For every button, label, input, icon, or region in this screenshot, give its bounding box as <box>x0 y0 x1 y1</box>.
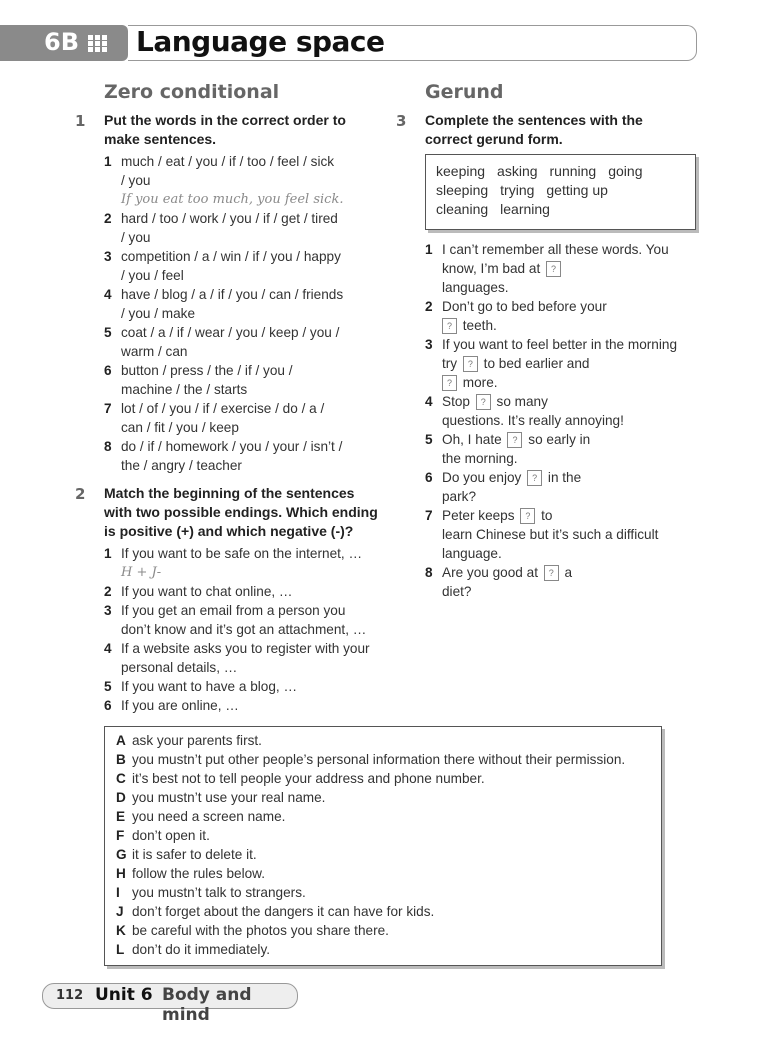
item-number: 7 <box>425 508 433 523</box>
list-item <box>425 468 725 506</box>
item-text: Stop <box>442 394 470 409</box>
item-line: I can’t remember all these words. You <box>442 242 669 257</box>
list-item <box>425 506 725 563</box>
item-line: the / angry / teacher <box>121 458 242 473</box>
word-option: sleeping <box>436 182 489 198</box>
answer-box[interactable]: ? <box>527 470 542 486</box>
item-line: park? <box>442 489 477 504</box>
item-line <box>442 468 725 487</box>
lesson-code: 6B <box>44 28 79 56</box>
ending-letter: I <box>116 885 120 900</box>
item-number: 6 <box>104 363 112 378</box>
item-number: 5 <box>104 679 112 694</box>
item-line: If you want to feel better in the morning <box>442 337 678 352</box>
ending-text: don’t forget about the dangers it can have for kids. <box>132 904 435 919</box>
list-item <box>104 285 394 323</box>
handwritten-answer: If you eat too much, you feel sick. <box>121 192 344 207</box>
item-line: languages. <box>442 280 509 295</box>
item-text: Are you good at <box>442 565 538 580</box>
ending-item <box>116 864 661 883</box>
item-line: diet? <box>442 584 472 599</box>
word-option: running <box>549 163 597 179</box>
list-item <box>104 209 394 247</box>
list-item <box>425 240 725 297</box>
ending-text: it’s best not to tell people your address and phone number. <box>132 771 485 786</box>
ending-letter: H <box>116 866 126 881</box>
item-number: 3 <box>425 337 433 352</box>
item-line: If you want to have a blog, … <box>121 679 298 694</box>
item-number: 4 <box>425 394 433 409</box>
ending-item <box>116 845 661 864</box>
list-item <box>104 437 394 475</box>
item-line: the morning. <box>442 451 518 466</box>
item-line: / you <box>121 230 151 245</box>
ending-item <box>116 826 661 845</box>
list-item <box>425 335 725 392</box>
item-number: 1 <box>425 242 433 257</box>
answer-box[interactable]: ? <box>546 261 561 277</box>
instruction-line: is positive (+) and which negative (-)? <box>104 523 354 539</box>
item-line: personal details, … <box>121 660 238 675</box>
ending-item <box>116 940 661 959</box>
item-text: Oh, I hate <box>442 432 502 447</box>
item-number: 5 <box>425 432 433 447</box>
list-item <box>104 247 394 285</box>
item-line: hard / too / work / you / if / get / tired <box>121 211 338 226</box>
item-line: / you / feel <box>121 268 184 283</box>
instruction-line: correct gerund form. <box>425 131 563 147</box>
item-number: 7 <box>104 401 112 416</box>
exercise-number-3: 3 <box>396 112 407 130</box>
item-number: 3 <box>104 249 112 264</box>
item-line <box>442 259 725 278</box>
item-text: to <box>541 508 553 523</box>
unit-title: Body and mind <box>162 985 252 1025</box>
ending-item <box>116 902 661 921</box>
item-line: If you are online, … <box>121 698 239 713</box>
exercise-3-list <box>425 240 725 601</box>
exercise-number-2: 2 <box>75 485 86 503</box>
exercise-1-instruction <box>104 111 346 149</box>
item-line <box>442 373 725 392</box>
handwritten-answer: H + J- <box>121 565 162 580</box>
item-number: 8 <box>425 565 433 580</box>
item-text: in the <box>547 470 582 485</box>
item-number: 4 <box>104 287 112 302</box>
ending-letter: A <box>116 733 126 748</box>
answer-box[interactable]: ? <box>476 394 491 410</box>
ending-text: you mustn’t put other people’s personal information there without their permission. <box>132 752 626 767</box>
answer-box[interactable]: ? <box>442 375 457 391</box>
ending-text: follow the rules below. <box>132 866 265 881</box>
ending-text: you need a screen name. <box>132 809 286 824</box>
item-number: 4 <box>104 641 112 656</box>
item-text: so many <box>496 394 548 409</box>
ending-item <box>116 788 661 807</box>
instruction-line: Complete the sentences with the <box>425 112 643 128</box>
unit-label: Unit 6 <box>95 985 153 1005</box>
ending-letter: J <box>116 904 124 919</box>
item-line: much / eat / you / if / too / feel / sick <box>121 154 335 169</box>
item-line: If you want to chat online, … <box>121 584 293 599</box>
item-line: competition / a / win / if / you / happy <box>121 249 341 264</box>
word-option: going <box>608 163 643 179</box>
answer-box[interactable]: ? <box>507 432 522 448</box>
ending-letter: F <box>116 828 125 843</box>
ending-letter: L <box>116 942 125 957</box>
item-line: do / if / homework / you / your / isn’t / <box>121 439 343 454</box>
page-number: 112 <box>56 988 84 1003</box>
item-text: teeth. <box>462 318 497 333</box>
item-line: don’t know and it’s got an attachment, … <box>121 622 367 637</box>
item-line: Don’t go to bed before your <box>442 299 607 314</box>
exercise-1-list <box>104 152 394 475</box>
header-tab <box>0 25 128 61</box>
answer-box[interactable]: ? <box>442 318 457 334</box>
ending-item <box>116 807 661 826</box>
page-header <box>0 25 698 61</box>
word-option: cleaning <box>436 201 489 217</box>
word-option: trying <box>500 182 535 198</box>
item-line: If a website asks you to register with your <box>121 641 370 656</box>
answer-box[interactable]: ? <box>520 508 535 524</box>
word-row <box>436 182 620 198</box>
word-option: learning <box>500 201 550 217</box>
item-line <box>442 392 725 411</box>
word-row <box>436 201 562 217</box>
page-footer <box>42 983 298 1025</box>
exercise-2-instruction <box>104 484 378 541</box>
ending-text: it is safer to delete it. <box>132 847 257 862</box>
list-item <box>104 323 394 361</box>
list-item <box>104 677 404 696</box>
ending-text: you mustn’t talk to strangers. <box>132 885 306 900</box>
ending-letter: D <box>116 790 126 805</box>
list-item <box>104 152 394 209</box>
section-title-zero-conditional: Zero conditional <box>104 81 280 103</box>
item-text: know, I’m bad at <box>442 261 541 276</box>
item-number: 6 <box>425 470 433 485</box>
list-item <box>104 399 394 437</box>
grid-icon-lines <box>88 35 107 52</box>
item-number: 2 <box>104 584 112 599</box>
list-item <box>425 392 725 430</box>
item-line: machine / the / starts <box>121 382 248 397</box>
item-text: Peter keeps <box>442 508 515 523</box>
endings-list <box>105 727 661 959</box>
list-item <box>104 544 404 582</box>
list-item <box>425 297 725 335</box>
item-line: button / press / the / if / you / <box>121 363 293 378</box>
exercise-3-instruction <box>425 111 643 149</box>
item-line: have / blog / a / if / you / can / friends <box>121 287 344 302</box>
item-number: 1 <box>104 546 112 561</box>
item-number: 6 <box>104 698 112 713</box>
list-item <box>104 361 394 399</box>
item-line: / you / make <box>121 306 196 321</box>
item-line: coat / a / if / wear / you / keep / you / <box>121 325 340 340</box>
item-text: a <box>564 565 573 580</box>
item-line: questions. It’s really annoying! <box>442 413 624 428</box>
item-text: to bed earlier and <box>483 356 590 371</box>
ending-text: be careful with the photos you share there. <box>132 923 389 938</box>
item-line: If you want to be safe on the internet, … <box>121 546 363 561</box>
word-box <box>425 154 696 230</box>
item-number: 3 <box>104 603 112 618</box>
answer-box[interactable]: ? <box>544 565 559 581</box>
exercise-2-list <box>104 544 404 715</box>
ending-text: don’t open it. <box>132 828 210 843</box>
ending-letter: G <box>116 847 127 862</box>
instruction-line: make sentences. <box>104 131 217 147</box>
ending-item <box>116 769 661 788</box>
ending-item <box>116 921 661 940</box>
answer-box[interactable]: ? <box>463 356 478 372</box>
item-text: more. <box>462 375 498 390</box>
ending-item <box>116 883 661 902</box>
list-item <box>104 639 404 677</box>
item-line <box>442 430 725 449</box>
ending-letter: C <box>116 771 126 786</box>
exercise-number-1: 1 <box>75 112 86 130</box>
ending-text: don’t do it immediately. <box>132 942 271 957</box>
list-item <box>425 563 725 601</box>
word-row <box>436 163 654 179</box>
item-line <box>442 354 725 373</box>
item-text: Do you enjoy <box>442 470 522 485</box>
ending-letter: K <box>116 923 126 938</box>
page-title: Language space <box>136 25 385 58</box>
item-line <box>442 506 725 525</box>
instruction-line: with two possible endings. Which ending <box>104 504 378 520</box>
ending-text: ask your parents first. <box>132 733 262 748</box>
item-line <box>442 316 725 335</box>
instruction-line: Match the beginning of the sentences <box>104 485 355 501</box>
item-line: lot / of / you / if / exercise / do / a / <box>121 401 325 416</box>
ending-letter: B <box>116 752 126 767</box>
list-item <box>104 601 404 639</box>
instruction-line: Put the words in the correct order to <box>104 112 346 128</box>
item-line <box>442 563 725 582</box>
item-text: try <box>442 356 458 371</box>
item-number: 2 <box>425 299 433 314</box>
ending-item <box>116 731 661 750</box>
ending-item <box>116 750 661 769</box>
list-item <box>104 582 404 601</box>
item-number: 5 <box>104 325 112 340</box>
word-option: getting up <box>546 182 608 198</box>
word-option: asking <box>497 163 538 179</box>
item-line: learn Chinese but it’s such a difficult <box>442 527 659 542</box>
item-line: / you <box>121 173 151 188</box>
item-number: 8 <box>104 439 112 454</box>
word-option: keeping <box>436 163 486 179</box>
list-item <box>104 696 404 715</box>
list-item <box>425 430 725 468</box>
item-number: 1 <box>104 154 112 169</box>
ending-letter: E <box>116 809 126 824</box>
item-line: can / fit / you / keep <box>121 420 239 435</box>
item-line: If you get an email from a person you <box>121 603 346 618</box>
item-text: so early in <box>528 432 591 447</box>
ending-text: you mustn’t use your real name. <box>132 790 326 805</box>
item-number: 2 <box>104 211 112 226</box>
section-title-gerund: Gerund <box>425 81 504 103</box>
item-line: language. <box>442 546 502 561</box>
endings-box <box>104 726 662 966</box>
item-line: warm / can <box>121 344 188 359</box>
